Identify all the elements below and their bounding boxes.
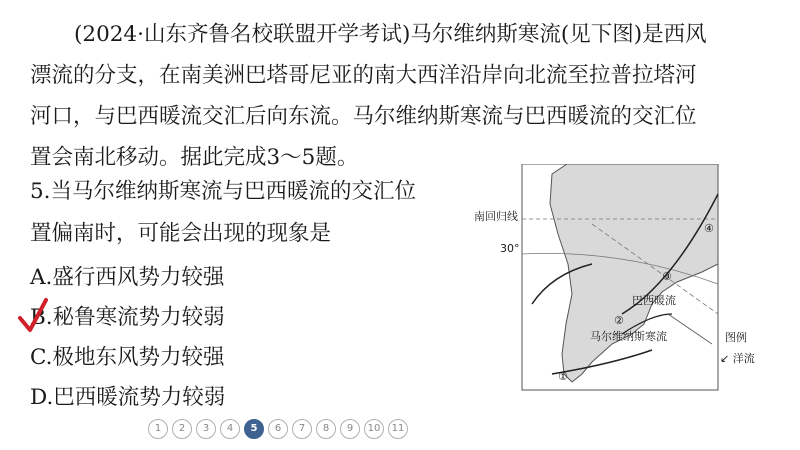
tropic-label: 南回归线	[474, 210, 518, 223]
current-arrow-icon: ↙	[720, 352, 730, 365]
checkmark-icon	[16, 296, 50, 336]
page-button[interactable]: 1	[148, 419, 168, 439]
latitude-label: 30°	[500, 242, 520, 255]
option-a[interactable]: A.盛行西风势力较强	[30, 265, 225, 290]
page-button[interactable]: 7	[292, 419, 312, 439]
page-button[interactable]: 9	[340, 419, 360, 439]
marker-3: ③	[662, 270, 672, 283]
passage-line: 置会南北移动。据此完成3～5题。	[30, 145, 359, 170]
option-b[interactable]: B.秘鲁寒流势力较弱	[30, 305, 225, 330]
page-button[interactable]: 11	[388, 419, 408, 439]
marker-1: ①	[558, 370, 568, 383]
option-c[interactable]: C.极地东风势力较强	[30, 345, 225, 370]
page-button[interactable]: 3	[196, 419, 216, 439]
question-line: 5.当马尔维纳斯寒流与巴西暖流的交汇位	[30, 179, 417, 204]
page-button[interactable]: 2	[172, 419, 192, 439]
legend-title: 图例	[725, 331, 747, 344]
page-button[interactable]: 10	[364, 419, 384, 439]
passage-line: 漂流的分支，在南美洲巴塔哥尼亚的南大西洋沿岸向北流至拉普拉塔河	[30, 63, 697, 88]
malvinas-current-label: 马尔维纳斯寒流	[590, 330, 667, 343]
option-d[interactable]: D.巴西暖流势力较弱	[30, 385, 226, 410]
passage-line: (2024·山东齐鲁名校联盟开学考试)马尔维纳斯寒流(见下图)是西风	[74, 22, 707, 47]
passage	[30, 14, 778, 178]
brazil-current-label: 巴西暖流	[632, 294, 676, 307]
south-america-map	[472, 164, 782, 404]
page-button[interactable]: 6	[268, 419, 288, 439]
passage-line: 河口，与巴西暖流交汇后向东流。马尔维纳斯寒流与巴西暖流的交汇位	[30, 104, 697, 129]
map-figure	[472, 164, 782, 404]
page-navigation	[148, 419, 408, 439]
page-button-active[interactable]: 5	[244, 419, 264, 439]
legend-item-label: 洋流	[732, 352, 755, 365]
question-line: 置偏南时，可能会出现的现象是	[30, 221, 332, 246]
marker-2: ②	[614, 314, 624, 327]
legend-item	[720, 350, 755, 366]
page-button[interactable]: 4	[220, 419, 240, 439]
page-button[interactable]: 8	[316, 419, 336, 439]
marker-4: ④	[704, 222, 714, 235]
